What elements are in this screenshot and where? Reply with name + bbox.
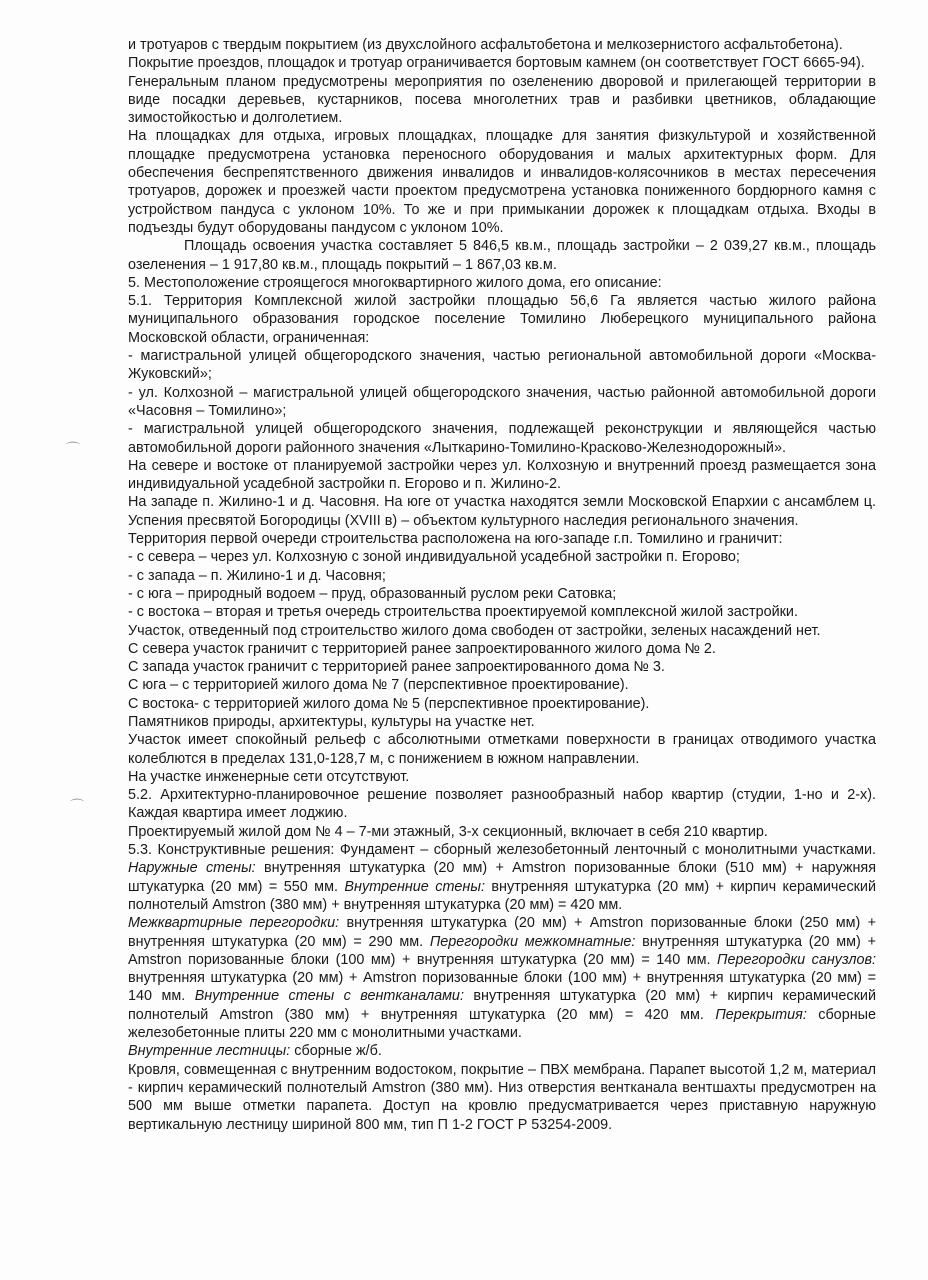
list-item: - с юга – природный водоем – пруд, образованный руслом реки Сатовка; <box>128 585 617 602</box>
paragraph: и тротуаров с твердым покрытием (из двухслойного асфальтобетона и мелкозернистого асфальтобетона). <box>128 37 843 53</box>
paragraph: С запада участок граничит с территорией ранее запроектированного дома № 3. <box>128 659 665 676</box>
constructive-term: Внутренние стены с вентканалами: <box>194 988 464 1005</box>
constructive-term: Перегородки санузлов: <box>717 951 877 968</box>
punch-hole-mark-icon: ⌒ <box>70 799 84 815</box>
paragraph: Площадь освоения участка составляет 5 846,5 кв.м., площадь застройки – 2 039,27 кв.м., площадь озеленения – 1 917,80 кв.м., площадь покрытий – 1 867,03 кв.м. <box>128 238 876 273</box>
roof-paragraph: Кровля, совмещенная с внутренним водостоком, покрытие – ПВХ мембрана. Парапет высотой 1,2 м, материал - кирпич керамический полнотелый Amstron (380 мм). Низ отверстия вентканала вентшахты предусмотрен на 500 мм выше отметки парапета. Доступ на кровлю предусматривается через приставную наружную вертикальную лестницу шириной 800 мм, тип П 1-2 ГОСТ Р 53254-2009. <box>128 1061 876 1133</box>
constructive-text: внутренняя штукатурка (20 мм) + Amstron поризованные блоки (510 мм) + наружняя штукатурка (20 мм) = 550 мм. <box>128 860 876 895</box>
document-text <box>128 36 876 1134</box>
constructive-term: Внутренние лестницы: <box>128 1043 291 1060</box>
list-item: - с запада – п. Жилино-1 и д. Часовня; <box>128 567 386 584</box>
constructive-solutions-paragraph <box>128 841 876 914</box>
constructive-term: Наружные стены: <box>128 860 256 877</box>
paragraph: 5.2. Архитектурно-планировочное решение позволяет разнообразный набор квартир (студии, 1-но и 2-х). Каждая квартира имеет лоджию. <box>128 787 876 822</box>
list-item: - магистральной улицей общегородского значения, подлежащей реконструкции и являющейся частью автомобильной дороги районного значения «Лыткарино-Томилино-Красково-Железнодорожный». <box>128 421 876 456</box>
paragraph: Генеральным планом предусмотрены мероприятия по озеленению дворовой и прилегающей территории в виде посадки деревьев, кустарников, посева многолетних трав и разбивки цветников, обладающие зимостойкостью и долголетием. <box>128 73 876 127</box>
paragraph: 5.1. Территория Комплексной жилой застройки площадью 56,6 Га является частью жилого района муниципального образования городское поселение Томилино Люберецкого муниципального района Московской области, ограниченная: <box>128 293 876 346</box>
constructive-text: внутренняя штукатурка (20 мм) + Amstron поризованные блоки (100 мм) + внутренняя штукатурка (20 мм) = 140 мм. <box>128 970 876 1005</box>
paragraph: Проектируемый жилой дом № 4 – 7-ми этажный, 3-х секционный, включает в себя 210 квартир. <box>128 823 768 840</box>
constructive-solutions-paragraph <box>128 1042 876 1060</box>
constructive-solutions-paragraph <box>128 914 876 1042</box>
paragraph: На западе п. Жилино-1 и д. Часовня. На юге от участка находятся земли Московской Епархии с ансамблем ц. Успения пресвятой Богородицы (XVIII в) – объектом культурного наследия регионального значения. <box>128 494 876 529</box>
paragraph: Покрытие проездов, площадок и тротуар ограничивается бортовым камнем (он соответствует ГОСТ 6665-94). <box>128 55 865 72</box>
constructive-term: Межквартирные перегородки: <box>128 915 340 932</box>
paragraph: С севера участок граничит с территорией ранее запроектированного жилого дома № 2. <box>128 640 716 657</box>
section-heading: 5. Местоположение строящегося многоквартирного жилого дома, его описание: <box>128 274 662 291</box>
list-item: - ул. Колхозной – магистральной улицей общегородского значения, частью районной автомобильной дороги «Часовня – Томилино»; <box>128 384 876 419</box>
paragraph: На севере и востоке от планируемой застройки через ул. Колхозную и внутренний проезд размещается зона индивидуальной усадебной застройки п. Егорово и п. Жилино-2. <box>128 457 876 493</box>
constructive-term: Перекрытия: <box>715 1006 807 1023</box>
paragraph: На площадках для отдыха, игровых площадках, площадке для занятия физкультурой и хозяйственной площадке предусмотрена установка переносного оборудования и малых архитектурных форм. Для обеспечения беспрепятственного движения инвалидов и инвалидов-колясочников в местах пересечения тротуаров, дорожек и проезжей части проектом предусмотрена установка пониженного бордюрного камня с устройством пандуса с уклоном 10%. То же и при примыкании дорожек к площадкам отдыха. Входы в подъезды будут оборудованы пандусом с уклоном 10%. <box>128 128 876 236</box>
paragraph: Участок имеет спокойный рельеф с абсолютными отметками поверхности в границах отводимого участка колеблются в пределах 131,0-128,7 м, с понижением в южном направлении. <box>128 732 876 767</box>
paragraph: На участке инженерные сети отсутствуют. <box>128 768 410 785</box>
paragraph: С юга – с территорией жилого дома № 7 (перспективное проектирование). <box>128 677 629 694</box>
list-item: - с севера – через ул. Колхозную с зоной индивидуальной усадебной застройки п. Егорово; <box>128 549 740 566</box>
paragraph: Территория первой очереди строительства расположена на юго-западе г.п. Томилино и граничит: <box>128 531 783 548</box>
constructive-text: сборные железобетонные плиты 220 мм с монолитными участками. <box>128 1006 876 1042</box>
constructive-term: Внутренние стены: <box>344 878 485 895</box>
constructive-text: 5.3. Конструктивные решения: Фундамент – сборный железобетонный ленточный с монолитными участками. <box>128 842 876 859</box>
paragraph: С востока- с территорией жилого дома № 5 (перспективное проектирование). <box>128 695 650 712</box>
paragraph: Участок, отведенный под строительство жилого дома свободен от застройки, зеленых насаждений нет. <box>128 622 821 639</box>
constructive-text: внутренняя штукатурка (20 мм) + кирпич керамический полнотелый Amstron (380 мм) + внутренняя штукатурка (20 мм) = 420 мм. <box>128 988 876 1023</box>
constructive-term: Перегородки межкомнатные: <box>429 933 636 950</box>
constructive-text: сборные ж/б. <box>290 1043 382 1060</box>
constructive-text: внутренняя штукатурка (20 мм) + Amstron поризованные блоки (100 мм) + внутренняя штукатурка (20 мм) = 140 мм. <box>128 933 876 968</box>
constructive-text: внутренняя штукатурка (20 мм) + кирпич керамический полнотелый Amstron (380 мм) + внутренняя штукатурка (20 мм) = 420 мм. <box>128 878 877 913</box>
punch-hole-mark-icon: ⌒ <box>66 442 80 458</box>
list-item: - с востока – вторая и третья очередь строительства проектируемой комплексной жилой застройки. <box>128 604 798 621</box>
list-item: - магистральной улицей общегородского значения, частью региональной автомобильной дороги «Москва-Жуковский»; <box>128 348 876 383</box>
constructive-text: внутренняя штукатурка (20 мм) + Amstron поризованные блоки (250 мм) + внутренняя штукатурка (20 мм) = 290 мм. <box>128 915 877 950</box>
paragraph: Памятников природы, архитектуры, культуры на участке нет. <box>128 713 535 730</box>
